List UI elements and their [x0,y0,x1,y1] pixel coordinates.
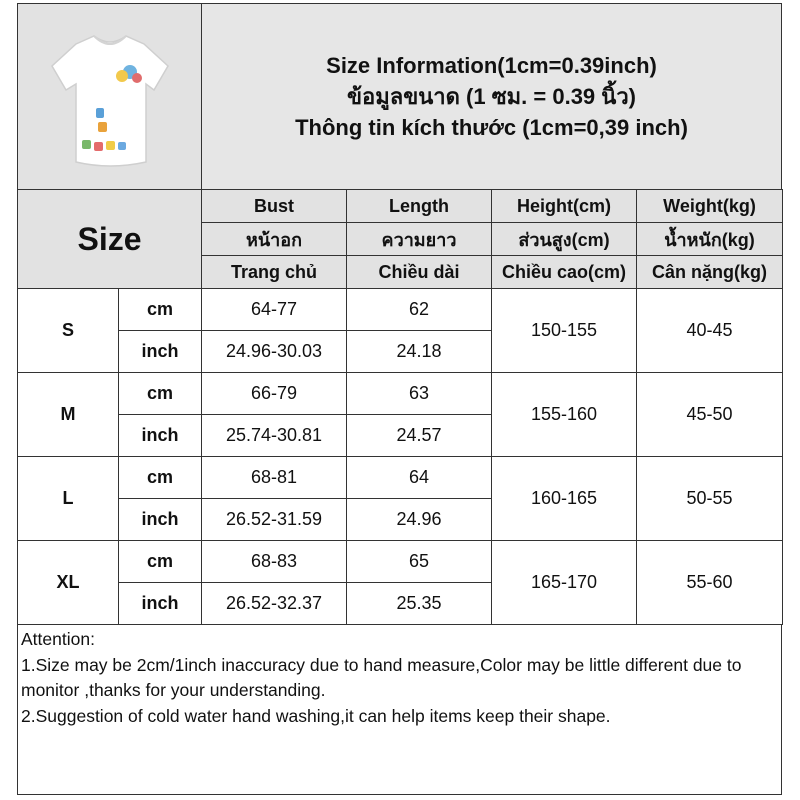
header-line-en: Size Information(1cm=0.39inch) [326,53,657,78]
table-row [18,457,783,499]
length-inch: 25.35 [347,583,492,625]
header-line-th: ข้อมูลขนาด (1 ซม. = 0.39 นิ้ว) [346,84,636,109]
size-cell: L [18,457,119,541]
col-length-vi: Chiều dài [347,256,492,289]
product-thumbnail [18,4,202,189]
size-information-panel [202,4,781,189]
size-heading: Size [18,190,202,289]
height-cell: 155-160 [492,373,637,457]
col-weight-th: น้ำหนัก(kg) [637,223,783,256]
notes-title: Attention: [21,629,95,649]
bust-inch: 26.52-31.59 [202,499,347,541]
unit-cm: cm [119,289,202,331]
attention-notes [17,625,782,795]
unit-inch: inch [119,331,202,373]
length-cm: 62 [347,289,492,331]
col-weight-vi: Cân nặng(kg) [637,256,783,289]
weight-cell: 50-55 [637,457,783,541]
bust-cm: 66-79 [202,373,347,415]
length-inch: 24.57 [347,415,492,457]
table-row [18,373,783,415]
col-bust-th: หน้าอก [202,223,347,256]
size-cell: S [18,289,119,373]
height-cell: 160-165 [492,457,637,541]
unit-inch: inch [119,415,202,457]
table-row [18,541,783,583]
col-height-th: ส่วนสูง(cm) [492,223,637,256]
note-item: 2.Suggestion of cold water hand washing,it can help items keep their shape. [21,705,611,726]
tshirt-image [18,4,201,189]
weight-cell: 40-45 [637,289,783,373]
length-cm: 64 [347,457,492,499]
bust-inch: 26.52-32.37 [202,583,347,625]
weight-cell: 45-50 [637,373,783,457]
col-height-en: Height(cm) [492,190,637,223]
bust-inch: 25.74-30.81 [202,415,347,457]
size-table [17,189,783,625]
note-item: 1.Size may be 2cm/1inch inaccuracy due to hand measure,Color may be little different due to monitor ,thanks for your understanding. [21,654,742,700]
unit-inch: inch [119,499,202,541]
header-row-en [18,190,783,223]
col-bust-en: Bust [202,190,347,223]
header-line-vi: Thông tin kích thước (1cm=0,39 inch) [295,115,688,140]
unit-cm: cm [119,457,202,499]
col-length-en: Length [347,190,492,223]
size-chart [17,3,782,797]
height-cell: 165-170 [492,541,637,625]
length-inch: 24.18 [347,331,492,373]
length-inch: 24.96 [347,499,492,541]
bust-cm: 68-81 [202,457,347,499]
size-cell: XL [18,541,119,625]
unit-inch: inch [119,583,202,625]
col-weight-en: Weight(kg) [637,190,783,223]
length-cm: 63 [347,373,492,415]
unit-cm: cm [119,373,202,415]
bust-cm: 68-83 [202,541,347,583]
col-height-vi: Chiều cao(cm) [492,256,637,289]
height-cell: 150-155 [492,289,637,373]
bust-cm: 64-77 [202,289,347,331]
weight-cell: 55-60 [637,541,783,625]
bust-inch: 24.96-30.03 [202,331,347,373]
size-cell: M [18,373,119,457]
length-cm: 65 [347,541,492,583]
header [17,3,782,189]
table-row [18,289,783,331]
col-length-th: ความยาว [347,223,492,256]
unit-cm: cm [119,541,202,583]
col-bust-vi: Trang chủ [202,256,347,289]
